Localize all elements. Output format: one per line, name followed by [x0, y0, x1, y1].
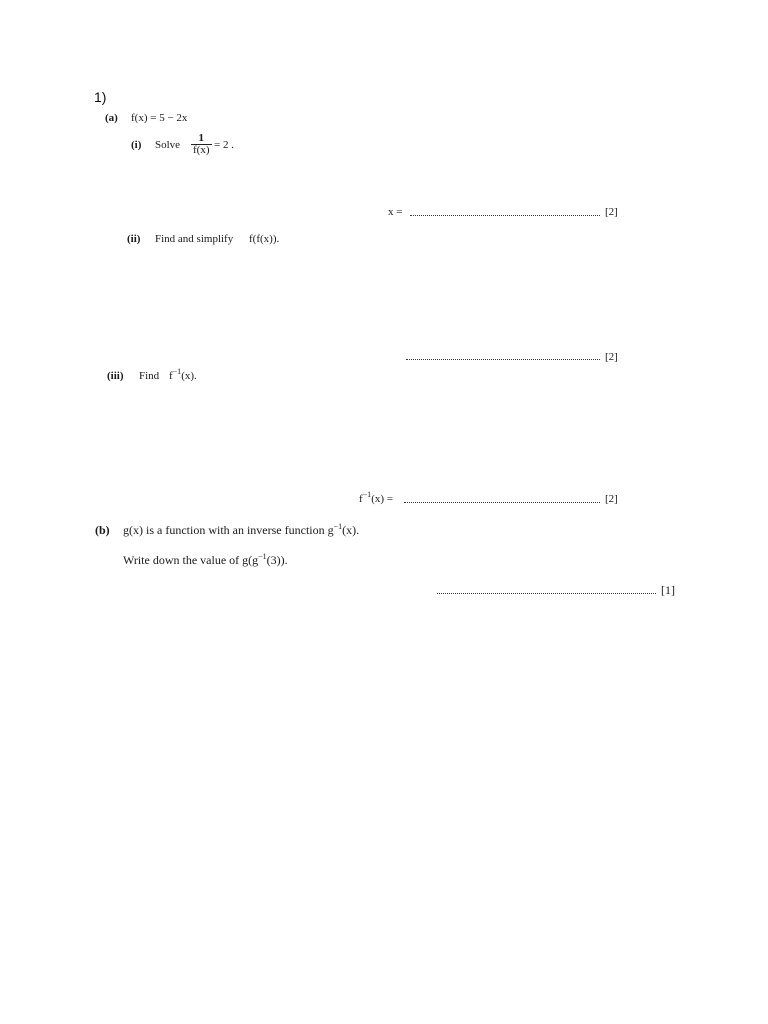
part-b-line1-superscript: −1	[333, 522, 343, 531]
answer-line-b[interactable]	[437, 585, 656, 594]
answer-prefix-finv	[359, 490, 393, 505]
part-b-line2-text: Write down the value of g(g	[123, 553, 259, 567]
fraction-one-over-fx	[191, 133, 212, 156]
answer-line-a-ii[interactable]	[406, 351, 600, 360]
part-a-ii-expression: f(f(x)).	[249, 233, 280, 245]
answer-line-a-iii[interactable]	[404, 494, 600, 503]
expr-base: f	[169, 370, 173, 382]
equation-tail: = 2 .	[214, 139, 234, 151]
marks-a-i: [2]	[605, 206, 618, 218]
part-b-line1-text: g(x) is a function with an inverse function g	[123, 523, 334, 537]
fraction-denominator: f(x)	[193, 144, 210, 156]
part-a-iii-expression	[169, 367, 197, 382]
part-a-iii-prompt: Find	[139, 370, 160, 382]
part-b-line2	[123, 553, 288, 568]
expr-tail: (x).	[181, 370, 197, 382]
marks-b: [1]	[661, 583, 675, 597]
part-a-iii-label: (iii)	[107, 370, 124, 382]
part-a-i-label: (i)	[131, 139, 142, 151]
part-b-line1-tail: (x).	[342, 523, 360, 537]
answer-base: f	[359, 493, 363, 505]
expr-superscript: −1	[172, 367, 182, 376]
part-b-line2-superscript: −1	[258, 552, 267, 561]
part-a-i-prompt: Solve	[155, 139, 181, 151]
part-b-line1	[123, 523, 359, 538]
function-definition: f(x) = 5 − 2x	[131, 112, 188, 124]
part-b-label: (b)	[95, 523, 110, 537]
answer-line-a-i[interactable]	[410, 207, 600, 216]
part-a-ii-label: (ii)	[127, 233, 141, 245]
answer-prefix-x: x =	[388, 206, 403, 218]
part-a-label: (a)	[105, 112, 118, 124]
part-b-line2-tail: (3)).	[266, 553, 288, 567]
marks-a-ii: [2]	[605, 351, 618, 363]
fraction-numerator: 1	[191, 133, 212, 145]
answer-tail: (x) =	[371, 493, 393, 505]
part-a-ii-prompt: Find and simplify	[155, 233, 234, 245]
question-number: 1)	[94, 89, 107, 105]
answer-superscript: −1	[362, 490, 372, 499]
marks-a-iii: [2]	[605, 493, 618, 505]
